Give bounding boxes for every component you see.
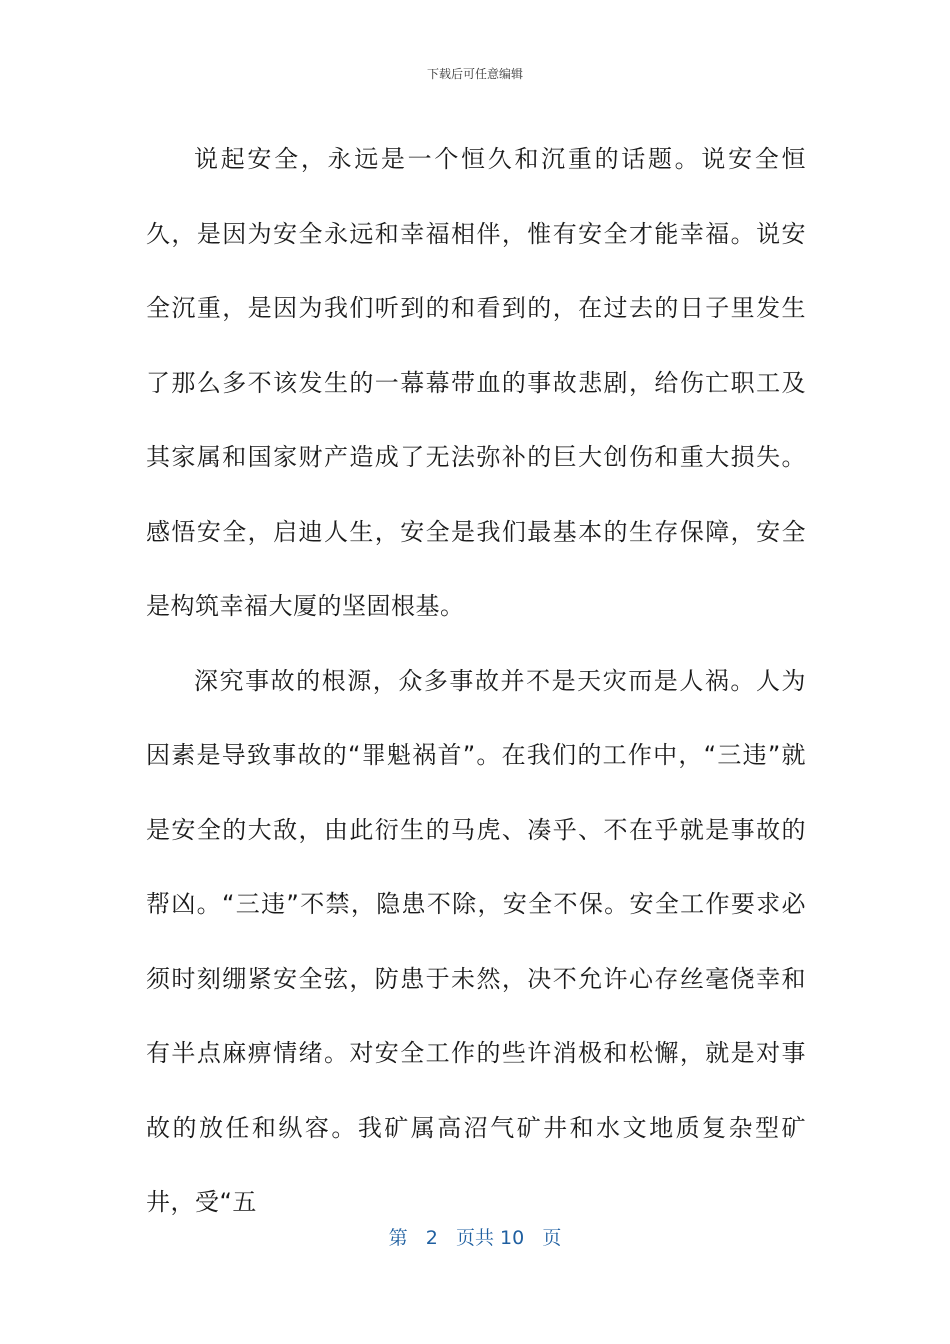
- paragraph-1: 说起安全，永远是一个恒久和沉重的话题。说安全恒久，是因为安全永远和幸福相伴，惟有安全才能幸福。说安全沉重，是因为我们听到的和看到的，在过去的日子里发生了那么多不该发生的一幕幕带血的事故悲剧，给伤亡职工及其家属和国家财产造成了无法弥补的巨大创伤和重大损失。感悟安全，启迪人生，安全是我们最基本的生存保障，安全是构筑幸福大厦的坚固根基。: [146, 145, 806, 620]
- footer-middle: 页共: [455, 1227, 494, 1249]
- footer-page-number: 2: [425, 1227, 438, 1249]
- footer-total-pages: 10: [500, 1227, 525, 1249]
- footer-prefix: 第: [388, 1227, 408, 1249]
- header-note: 下载后可任意编辑: [426, 67, 523, 81]
- page-footer: [0, 1224, 950, 1252]
- paragraph-2: 深究事故的根源，众多事故并不是天灾而是人祸。人为因素是导致事故的“罪魁祸首”。在我们的工作中，“三违”就是安全的大敌，由此衍生的马虎、凑乎、不在乎就是事故的帮凶。“三违”不禁，隐患不除，安全不保。安全工作要求必须时刻绷紧安全弦，防患于未然，决不允许心存丝毫侥幸和有半点麻痹情绪。对安全工作的些许消极和松懈，就是对事故的放任和纵容。我矿属高沼气矿井和水文地质复杂型矿井，受“五: [146, 666, 806, 1216]
- document-body: [146, 122, 806, 1240]
- footer-suffix: 页: [542, 1227, 562, 1249]
